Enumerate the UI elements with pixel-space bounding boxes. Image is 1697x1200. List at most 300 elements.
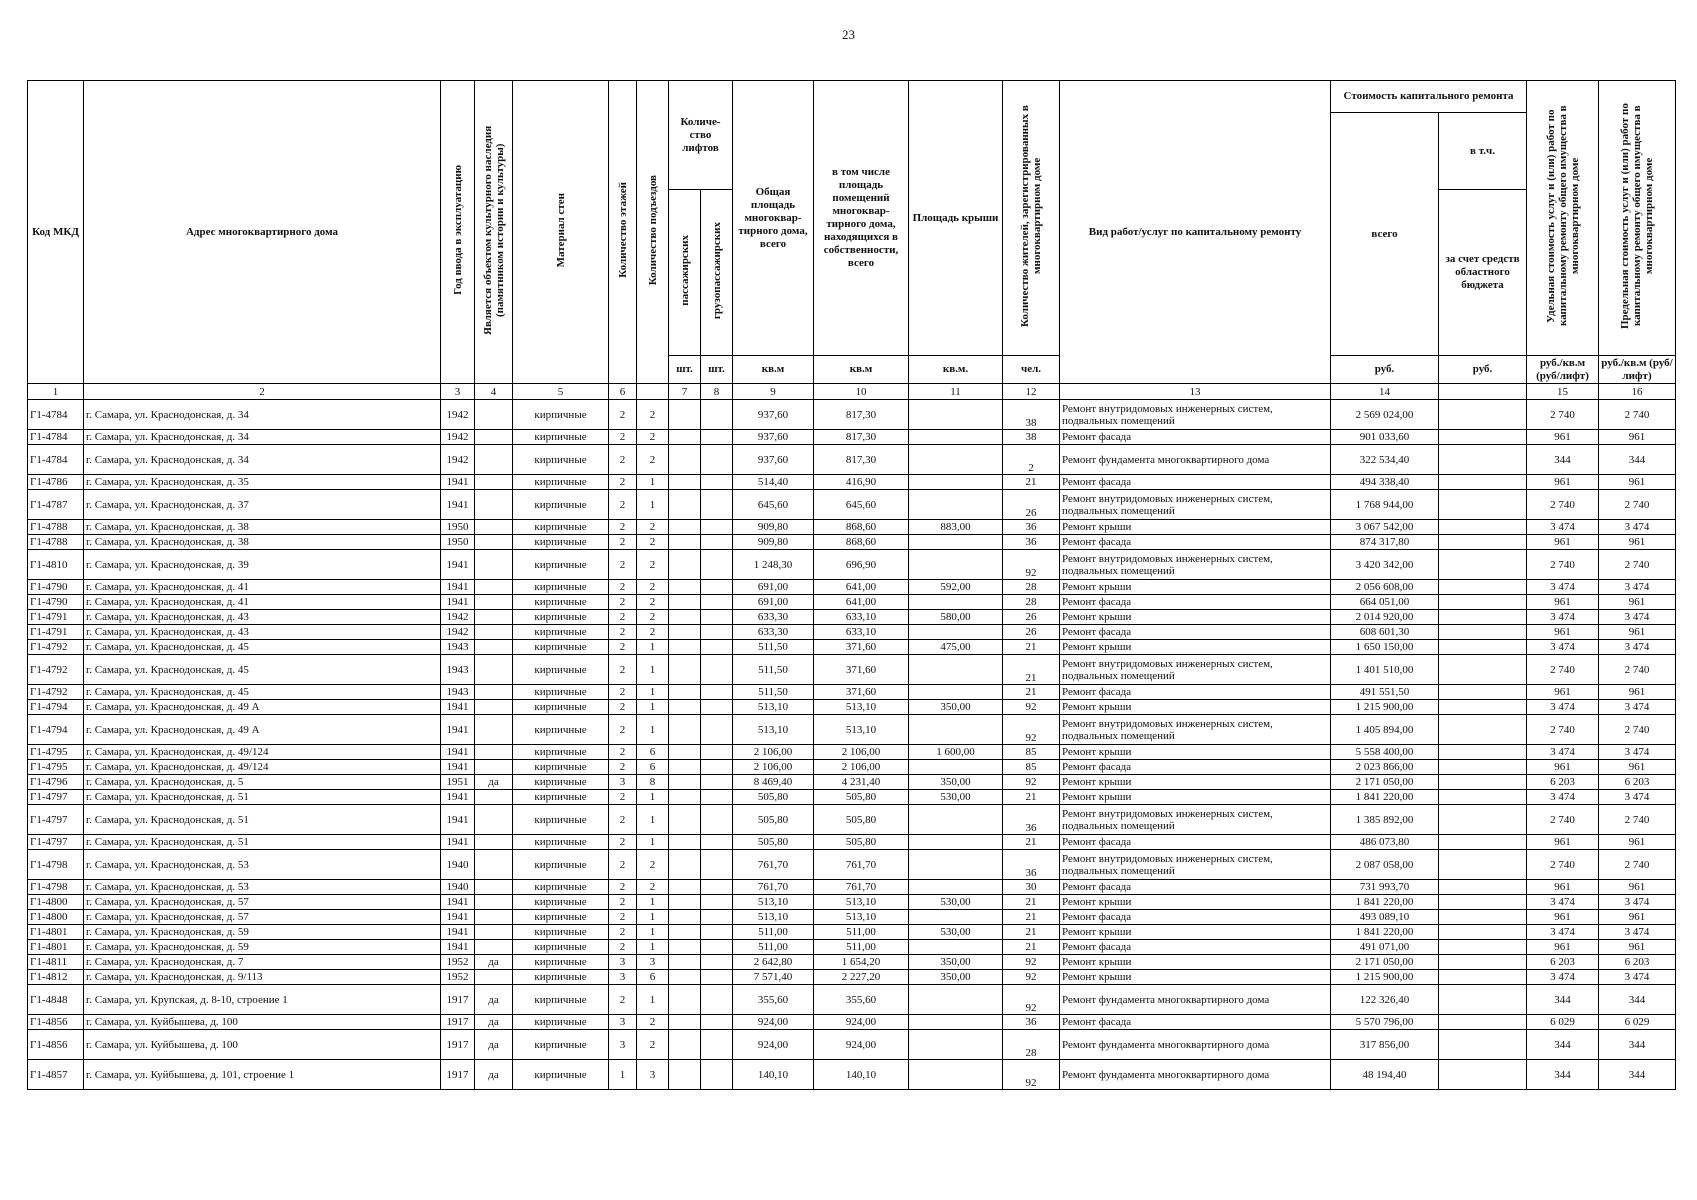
cell-address: г. Самара, ул. Краснодонская, д. 49/124 — [84, 745, 441, 760]
cell-floors: 2 — [609, 685, 637, 700]
table-row — [28, 715, 1676, 745]
cell-entrances: 2 — [637, 1030, 669, 1060]
cell-residents: 21 — [1003, 940, 1060, 955]
page-number: 23 — [842, 27, 855, 42]
cell-heritage: да — [475, 775, 513, 790]
cell-year: 1943 — [441, 640, 475, 655]
cell-work-type: Ремонт крыши — [1060, 745, 1331, 760]
cell-floors: 2 — [609, 985, 637, 1015]
cell-lifts-pass — [669, 910, 701, 925]
cell-total-area: 505,80 — [733, 805, 814, 835]
cell-lifts-pass — [669, 580, 701, 595]
cell-lifts-cargo — [701, 745, 733, 760]
cell-code: Г1-4800 — [28, 895, 84, 910]
cell-roof-area — [909, 940, 1003, 955]
cell-unit-cost: 3 474 — [1527, 790, 1599, 805]
cell-entrances: 2 — [637, 445, 669, 475]
cell-owned-area: 513,10 — [814, 700, 909, 715]
cell-total-area: 513,10 — [733, 700, 814, 715]
cell-heritage — [475, 835, 513, 850]
cell-walls: кирпичные — [513, 640, 609, 655]
cell-work-type: Ремонт крыши — [1060, 580, 1331, 595]
cell-code: Г1-4801 — [28, 940, 84, 955]
cell-cost-total: 3 420 342,00 — [1331, 550, 1439, 580]
cell-total-area: 924,00 — [733, 1030, 814, 1060]
cell-heritage — [475, 490, 513, 520]
cell-unit-cost: 2 740 — [1527, 715, 1599, 745]
cell-residents: 30 — [1003, 880, 1060, 895]
header-max-cost: Предельная стоимость услуг и (или) работ по капитальному ремонту общего имущества в многоквартирном доме — [1599, 81, 1676, 356]
cell-roof-area — [909, 1060, 1003, 1090]
cell-residents: 26 — [1003, 625, 1060, 640]
cell-cost-regional — [1439, 595, 1527, 610]
cell-cost-regional — [1439, 715, 1527, 745]
cell-lifts-cargo — [701, 400, 733, 430]
cell-walls: кирпичные — [513, 1015, 609, 1030]
unit-rub: руб. — [1331, 356, 1439, 384]
cell-owned-area: 355,60 — [814, 985, 909, 1015]
cell-year: 1917 — [441, 1030, 475, 1060]
cell-year: 1941 — [441, 895, 475, 910]
cell-address: г. Самара, ул. Краснодонская, д. 51 — [84, 835, 441, 850]
table-row — [28, 475, 1676, 490]
cell-cost-total: 874 317,80 — [1331, 535, 1439, 550]
cell-lifts-cargo — [701, 445, 733, 475]
cell-heritage — [475, 895, 513, 910]
cell-lifts-cargo — [701, 520, 733, 535]
cell-total-area: 513,10 — [733, 910, 814, 925]
column-number — [637, 384, 669, 400]
cell-address: г. Самара, ул. Краснодонская, д. 7 — [84, 955, 441, 970]
table-row — [28, 745, 1676, 760]
cell-cost-total: 2 087 058,00 — [1331, 850, 1439, 880]
cell-total-area: 691,00 — [733, 595, 814, 610]
cell-total-area: 511,50 — [733, 655, 814, 685]
cell-max-cost: 3 474 — [1599, 610, 1676, 625]
cell-floors: 2 — [609, 760, 637, 775]
cell-cost-regional — [1439, 940, 1527, 955]
cell-work-type: Ремонт фасада — [1060, 835, 1331, 850]
cell-roof-area: 475,00 — [909, 640, 1003, 655]
cell-address: г. Самара, ул. Краснодонская, д. 41 — [84, 580, 441, 595]
cell-code: Г1-4790 — [28, 595, 84, 610]
column-number — [1439, 384, 1527, 400]
cell-owned-area: 2 106,00 — [814, 760, 909, 775]
cell-unit-cost: 961 — [1527, 940, 1599, 955]
cell-max-cost: 2 740 — [1599, 850, 1676, 880]
cell-entrances: 2 — [637, 625, 669, 640]
table-row — [28, 535, 1676, 550]
unit-pcs: шт. — [701, 356, 733, 384]
cell-heritage: да — [475, 955, 513, 970]
cell-lifts-cargo — [701, 940, 733, 955]
cell-code: Г1-4857 — [28, 1060, 84, 1090]
cell-total-area: 2 642,80 — [733, 955, 814, 970]
cell-code: Г1-4788 — [28, 535, 84, 550]
cell-heritage — [475, 520, 513, 535]
cell-entrances: 3 — [637, 1060, 669, 1090]
cell-lifts-cargo — [701, 580, 733, 595]
cell-unit-cost: 6 203 — [1527, 955, 1599, 970]
cell-entrances: 1 — [637, 700, 669, 715]
cell-work-type: Ремонт внутридомовых инженерных систем, подвальных помещений — [1060, 490, 1331, 520]
table-row — [28, 520, 1676, 535]
cell-walls: кирпичные — [513, 445, 609, 475]
unit-sqm: кв.м. — [909, 356, 1003, 384]
cell-lifts-pass — [669, 970, 701, 985]
cell-heritage — [475, 805, 513, 835]
cell-walls: кирпичные — [513, 490, 609, 520]
cell-residents: 85 — [1003, 760, 1060, 775]
column-number: 11 — [909, 384, 1003, 400]
cell-cost-regional — [1439, 760, 1527, 775]
cell-walls: кирпичные — [513, 940, 609, 955]
cell-residents: 92 — [1003, 955, 1060, 970]
cell-cost-regional — [1439, 535, 1527, 550]
cell-owned-area: 371,60 — [814, 655, 909, 685]
cell-unit-cost: 2 740 — [1527, 400, 1599, 430]
table-row — [28, 955, 1676, 970]
cell-code: Г1-4796 — [28, 775, 84, 790]
cell-lifts-pass — [669, 775, 701, 790]
cell-work-type: Ремонт крыши — [1060, 790, 1331, 805]
cell-total-area: 691,00 — [733, 580, 814, 595]
cell-owned-area: 633,10 — [814, 610, 909, 625]
cell-work-type: Ремонт фасада — [1060, 910, 1331, 925]
cell-floors: 2 — [609, 400, 637, 430]
cell-year: 1917 — [441, 985, 475, 1015]
cell-lifts-cargo — [701, 715, 733, 745]
cell-lifts-cargo — [701, 640, 733, 655]
cell-cost-regional — [1439, 400, 1527, 430]
cell-total-area: 2 106,00 — [733, 760, 814, 775]
cell-total-area: 514,40 — [733, 475, 814, 490]
cell-lifts-pass — [669, 610, 701, 625]
cell-walls: кирпичные — [513, 475, 609, 490]
cell-heritage — [475, 655, 513, 685]
cell-entrances: 2 — [637, 430, 669, 445]
cell-roof-area — [909, 400, 1003, 430]
cell-roof-area — [909, 715, 1003, 745]
cell-walls: кирпичные — [513, 970, 609, 985]
cell-heritage — [475, 610, 513, 625]
cell-floors: 2 — [609, 655, 637, 685]
cell-year: 1952 — [441, 955, 475, 970]
cell-residents: 85 — [1003, 745, 1060, 760]
cell-year: 1941 — [441, 940, 475, 955]
table-row — [28, 925, 1676, 940]
cell-unit-cost: 2 740 — [1527, 850, 1599, 880]
cell-lifts-cargo — [701, 685, 733, 700]
cell-lifts-pass — [669, 790, 701, 805]
cell-cost-regional — [1439, 640, 1527, 655]
cell-floors: 1 — [609, 1060, 637, 1090]
cell-address: г. Самара, ул. Куйбышева, д. 100 — [84, 1030, 441, 1060]
cell-total-area: 505,80 — [733, 790, 814, 805]
cell-address: г. Самара, ул. Краснодонская, д. 35 — [84, 475, 441, 490]
cell-roof-area — [909, 655, 1003, 685]
cell-heritage — [475, 910, 513, 925]
cell-cost-total: 731 993,70 — [1331, 880, 1439, 895]
cell-roof-area — [909, 445, 1003, 475]
cell-cost-total: 48 194,40 — [1331, 1060, 1439, 1090]
cell-cost-total: 2 023 866,00 — [1331, 760, 1439, 775]
cell-heritage — [475, 475, 513, 490]
cell-owned-area: 511,00 — [814, 925, 909, 940]
cell-address: г. Самара, ул. Краснодонская, д. 5 — [84, 775, 441, 790]
cell-owned-area: 641,00 — [814, 595, 909, 610]
cell-owned-area: 513,10 — [814, 895, 909, 910]
cell-roof-area — [909, 685, 1003, 700]
cell-lifts-cargo — [701, 610, 733, 625]
cell-heritage — [475, 970, 513, 985]
cell-floors: 2 — [609, 745, 637, 760]
cell-heritage — [475, 445, 513, 475]
cell-owned-area: 371,60 — [814, 640, 909, 655]
cell-unit-cost: 961 — [1527, 595, 1599, 610]
cell-max-cost: 961 — [1599, 535, 1676, 550]
cell-residents: 38 — [1003, 430, 1060, 445]
cell-floors: 2 — [609, 640, 637, 655]
table-row — [28, 910, 1676, 925]
cell-work-type: Ремонт фасада — [1060, 475, 1331, 490]
cell-lifts-cargo — [701, 970, 733, 985]
cell-code: Г1-4792 — [28, 685, 84, 700]
cell-entrances: 2 — [637, 580, 669, 595]
cell-cost-total: 493 089,10 — [1331, 910, 1439, 925]
cell-floors: 3 — [609, 955, 637, 970]
cell-roof-area — [909, 760, 1003, 775]
cell-code: Г1-4797 — [28, 805, 84, 835]
cell-cost-regional — [1439, 430, 1527, 445]
cell-roof-area — [909, 625, 1003, 640]
cell-walls: кирпичные — [513, 760, 609, 775]
cell-heritage — [475, 625, 513, 640]
header-cost-incl: в т.ч. — [1439, 113, 1527, 190]
header-residents: Количество жителей, зарегистрированных в многоквартирном доме — [1003, 81, 1060, 356]
cell-walls: кирпичные — [513, 400, 609, 430]
cell-cost-total: 122 326,40 — [1331, 985, 1439, 1015]
cell-walls: кирпичные — [513, 880, 609, 895]
cell-cost-total: 1 215 900,00 — [1331, 700, 1439, 715]
cell-entrances: 2 — [637, 880, 669, 895]
cell-unit-cost: 2 740 — [1527, 655, 1599, 685]
cell-roof-area: 350,00 — [909, 700, 1003, 715]
cell-cost-total: 2 056 608,00 — [1331, 580, 1439, 595]
cell-lifts-cargo — [701, 625, 733, 640]
cell-total-area: 633,30 — [733, 610, 814, 625]
cell-owned-area: 761,70 — [814, 850, 909, 880]
cell-cost-total: 491 071,00 — [1331, 940, 1439, 955]
cell-floors: 2 — [609, 535, 637, 550]
cell-work-type: Ремонт фасада — [1060, 535, 1331, 550]
cell-max-cost: 344 — [1599, 445, 1676, 475]
table-row — [28, 970, 1676, 985]
unit-people: чел. — [1003, 356, 1060, 384]
cell-total-area: 937,60 — [733, 430, 814, 445]
cell-heritage — [475, 715, 513, 745]
header-cost-total: всего — [1331, 113, 1439, 356]
cell-unit-cost: 344 — [1527, 1060, 1599, 1090]
cell-entrances: 2 — [637, 1015, 669, 1030]
cell-roof-area — [909, 985, 1003, 1015]
cell-work-type: Ремонт внутридомовых инженерных систем, подвальных помещений — [1060, 400, 1331, 430]
cell-roof-area — [909, 835, 1003, 850]
cell-address: г. Самара, ул. Краснодонская, д. 49 А — [84, 715, 441, 745]
cell-work-type: Ремонт фасада — [1060, 685, 1331, 700]
cell-entrances: 2 — [637, 535, 669, 550]
cell-code: Г1-4784 — [28, 430, 84, 445]
cell-max-cost: 961 — [1599, 625, 1676, 640]
cell-residents: 92 — [1003, 775, 1060, 790]
header-lifts-pass: пассажирских — [669, 190, 701, 356]
cell-cost-total: 317 856,00 — [1331, 1030, 1439, 1060]
header-address: Адрес многоквартирного дома — [84, 81, 441, 384]
cell-work-type: Ремонт фасада — [1060, 430, 1331, 445]
cell-lifts-pass — [669, 805, 701, 835]
cell-year: 1940 — [441, 880, 475, 895]
cell-owned-area: 924,00 — [814, 1030, 909, 1060]
cell-code: Г1-4784 — [28, 400, 84, 430]
cell-year: 1950 — [441, 535, 475, 550]
cell-total-area: 761,70 — [733, 880, 814, 895]
cell-work-type: Ремонт фасада — [1060, 625, 1331, 640]
cell-cost-regional — [1439, 610, 1527, 625]
cell-year: 1941 — [441, 805, 475, 835]
cell-code: Г1-4810 — [28, 550, 84, 580]
cell-address: г. Самара, ул. Краснодонская, д. 45 — [84, 685, 441, 700]
cell-max-cost: 3 474 — [1599, 580, 1676, 595]
cell-floors: 2 — [609, 940, 637, 955]
cell-floors: 2 — [609, 475, 637, 490]
cell-floors: 2 — [609, 715, 637, 745]
column-number: 13 — [1060, 384, 1331, 400]
cell-residents: 21 — [1003, 910, 1060, 925]
column-number: 14 — [1331, 384, 1439, 400]
cell-owned-area: 645,60 — [814, 490, 909, 520]
cell-work-type: Ремонт фасада — [1060, 760, 1331, 775]
cell-max-cost: 2 740 — [1599, 805, 1676, 835]
cell-lifts-pass — [669, 655, 701, 685]
cell-address: г. Самара, ул. Краснодонская, д. 51 — [84, 790, 441, 805]
cell-code: Г1-4797 — [28, 835, 84, 850]
cell-roof-area — [909, 430, 1003, 445]
table-row — [28, 430, 1676, 445]
cell-total-area: 937,60 — [733, 445, 814, 475]
cell-cost-regional — [1439, 700, 1527, 715]
cell-floors: 2 — [609, 790, 637, 805]
cell-total-area: 909,80 — [733, 520, 814, 535]
table-row — [28, 775, 1676, 790]
cell-owned-area: 4 231,40 — [814, 775, 909, 790]
cell-cost-regional — [1439, 520, 1527, 535]
cell-cost-total: 664 051,00 — [1331, 595, 1439, 610]
cell-max-cost: 3 474 — [1599, 895, 1676, 910]
cell-year: 1942 — [441, 625, 475, 640]
cell-residents: 36 — [1003, 535, 1060, 550]
cell-owned-area: 641,00 — [814, 580, 909, 595]
cell-code: Г1-4797 — [28, 790, 84, 805]
cell-unit-cost: 961 — [1527, 625, 1599, 640]
cell-entrances: 6 — [637, 760, 669, 775]
cell-lifts-cargo — [701, 1015, 733, 1030]
cell-year: 1942 — [441, 445, 475, 475]
cell-entrances: 6 — [637, 970, 669, 985]
cell-residents: 92 — [1003, 715, 1060, 745]
cell-work-type: Ремонт фундамента многоквартирного дома — [1060, 985, 1331, 1015]
cell-address: г. Самара, ул. Краснодонская, д. 38 — [84, 535, 441, 550]
cell-floors: 2 — [609, 925, 637, 940]
cell-unit-cost: 3 474 — [1527, 610, 1599, 625]
cell-walls: кирпичные — [513, 520, 609, 535]
table-row — [28, 550, 1676, 580]
table-body — [28, 400, 1676, 1090]
cell-roof-area — [909, 805, 1003, 835]
cell-max-cost: 2 740 — [1599, 400, 1676, 430]
cell-cost-total: 491 551,50 — [1331, 685, 1439, 700]
cell-walls: кирпичные — [513, 985, 609, 1015]
cell-work-type: Ремонт крыши — [1060, 700, 1331, 715]
cell-year: 1942 — [441, 400, 475, 430]
cell-code: Г1-4795 — [28, 760, 84, 775]
cell-residents: 92 — [1003, 970, 1060, 985]
cell-cost-regional — [1439, 1015, 1527, 1030]
cell-cost-total: 3 067 542,00 — [1331, 520, 1439, 535]
cell-year: 1951 — [441, 775, 475, 790]
cell-entrances: 2 — [637, 400, 669, 430]
cell-year: 1942 — [441, 430, 475, 445]
cell-cost-regional — [1439, 475, 1527, 490]
cell-cost-total: 1 405 894,00 — [1331, 715, 1439, 745]
cell-lifts-pass — [669, 700, 701, 715]
cell-year: 1941 — [441, 550, 475, 580]
cell-unit-cost: 961 — [1527, 475, 1599, 490]
cell-max-cost: 961 — [1599, 595, 1676, 610]
cell-lifts-cargo — [701, 595, 733, 610]
cell-cost-regional — [1439, 955, 1527, 970]
cell-work-type: Ремонт крыши — [1060, 955, 1331, 970]
cell-entrances: 1 — [637, 655, 669, 685]
cell-entrances: 1 — [637, 925, 669, 940]
cell-max-cost: 3 474 — [1599, 970, 1676, 985]
cell-code: Г1-4795 — [28, 745, 84, 760]
cell-owned-area: 1 654,20 — [814, 955, 909, 970]
column-number: 7 — [669, 384, 701, 400]
cell-address: г. Самара, ул. Краснодонская, д. 37 — [84, 490, 441, 520]
cell-roof-area: 1 600,00 — [909, 745, 1003, 760]
cell-entrances: 1 — [637, 640, 669, 655]
cell-code: Г1-4791 — [28, 610, 84, 625]
cell-code: Г1-4784 — [28, 445, 84, 475]
cell-entrances: 2 — [637, 550, 669, 580]
cell-floors: 2 — [609, 580, 637, 595]
cell-owned-area: 140,10 — [814, 1060, 909, 1090]
cell-cost-regional — [1439, 805, 1527, 835]
column-number: 1 — [28, 384, 84, 400]
cell-lifts-cargo — [701, 535, 733, 550]
cell-floors: 2 — [609, 520, 637, 535]
cell-address: г. Самара, ул. Краснодонская, д. 49/124 — [84, 760, 441, 775]
cell-lifts-pass — [669, 550, 701, 580]
cell-lifts-cargo — [701, 895, 733, 910]
cell-code: Г1-4798 — [28, 850, 84, 880]
cell-address: г. Самара, ул. Куйбышева, д. 100 — [84, 1015, 441, 1030]
table-row — [28, 595, 1676, 610]
cell-residents: 26 — [1003, 610, 1060, 625]
cell-total-area: 7 571,40 — [733, 970, 814, 985]
cell-address: г. Самара, ул. Краснодонская, д. 45 — [84, 655, 441, 685]
cell-year: 1941 — [441, 745, 475, 760]
